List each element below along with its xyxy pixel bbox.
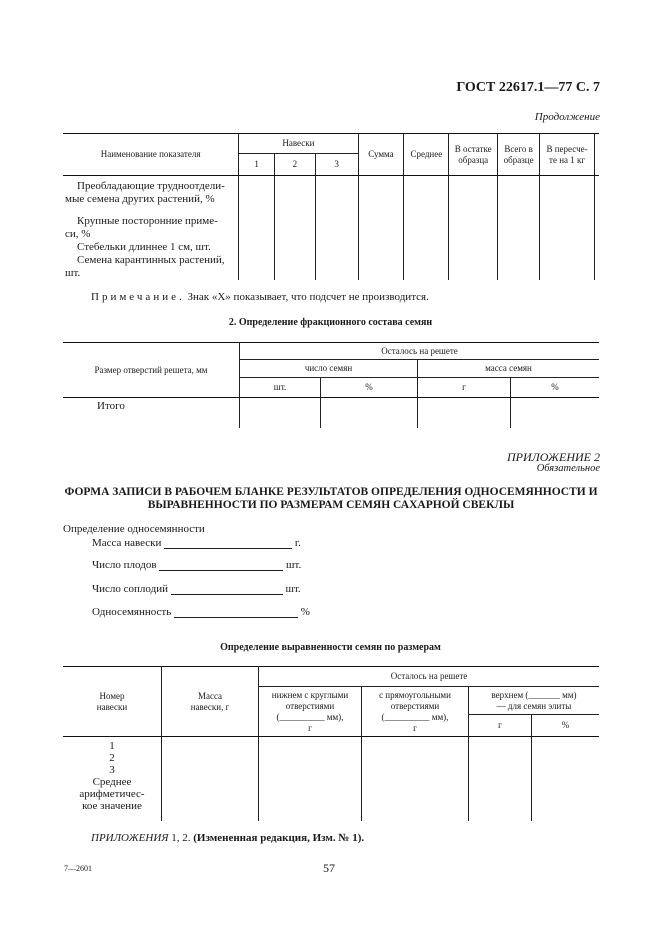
field-mass: Масса навески г. (92, 537, 301, 549)
th-size: Размер отверстий решета, мм (63, 343, 240, 398)
th-rest: В остатке образца (449, 134, 498, 176)
th-unit-pcs: шт. (240, 378, 321, 398)
section-3-title: Определение выравненности семян по размерам (220, 642, 441, 653)
th-name: Наименование показателя (63, 134, 239, 176)
th-empty (595, 134, 600, 176)
row-numbers: 1 2 3 Среднее арифметичес- кое значение (63, 737, 162, 821)
th-sub-1: 1 (239, 154, 275, 176)
page-number: 57 (323, 861, 335, 875)
th-avg: Среднее (404, 134, 449, 176)
th-rest: Осталось на решете (259, 667, 600, 687)
appendix-label: ПРИЛОЖЕНИЕ 2 Обязательное (507, 450, 600, 474)
fields-heading: Определение односемянности (63, 523, 205, 535)
th-upper: верхнем (_______ мм) — для семян элиты (469, 687, 600, 715)
th-unit-pct2: % (511, 378, 600, 398)
th-sum: Сумма (358, 134, 404, 176)
total-label: Итого (63, 398, 240, 428)
print-code: 7—2601 (64, 864, 92, 873)
th-per-kg: В пересче- те на 1 кг (540, 134, 595, 176)
th-unit-g: г (418, 378, 511, 398)
th-unit-pct1: % (321, 378, 418, 398)
field-seedlets: Число соплодий шт. (92, 583, 301, 595)
document-header: ГОСТ 22617.1—77 С. 7 (456, 80, 600, 95)
form-title: ФОРМА ЗАПИСИ В РАБОЧЕМ БЛАНКЕ РЕЗУЛЬТАТОВ ОПРЕДЕЛЕНИЯ ОДНОСЕМЯННОСТИ И ВЫРАВНЕННОСТИ ПО РАЗМЕРАМ СЕМЯН САХАРНОЙ СВЕКЛЫ (64, 486, 598, 511)
field-fruits: Число плодов шт. (92, 559, 302, 571)
note: Примечание. Знак «X» показывает, что подсчет не производится. (91, 291, 429, 303)
field-single: Односемянность % (92, 606, 310, 618)
row-labels: Преобладающие трудноотдели- мые семена других растений, % Крупные посторонние приме- си, % Стебельки длиннее 1 см, шт. Семена карантинных растений, шт. (63, 176, 239, 281)
footer-note: ПРИЛОЖЕНИЯ 1, 2. (Измененная редакция, Изм. № 1). (91, 832, 365, 844)
th-mass: Масса навески, г (162, 667, 259, 737)
th-number: Номер навески (63, 667, 162, 737)
th-upper-g: г (469, 715, 532, 737)
th-rect: с прямоугольными отверстиями (__________ мм), г (362, 687, 469, 737)
th-lower: нижнем с круглыми отверстиями (__________ мм), г (259, 687, 362, 737)
section-2-title: 2. Определение фракционного состава семян (228, 317, 433, 328)
th-count: число семян (240, 360, 418, 378)
th-naveski: Навески (239, 134, 358, 154)
th-sub-2: 2 (275, 154, 316, 176)
th-sub-3: 3 (315, 154, 358, 176)
fraction-table (63, 342, 599, 428)
indicators-table (63, 133, 599, 280)
uniformity-table (63, 666, 599, 821)
continuation-label: Продолжение (534, 111, 600, 123)
th-upper-pct: % (532, 715, 600, 737)
th-mass: масса семян (418, 360, 600, 378)
th-total: Всего в образце (498, 134, 540, 176)
th-rest: Осталось на решете (240, 343, 600, 360)
